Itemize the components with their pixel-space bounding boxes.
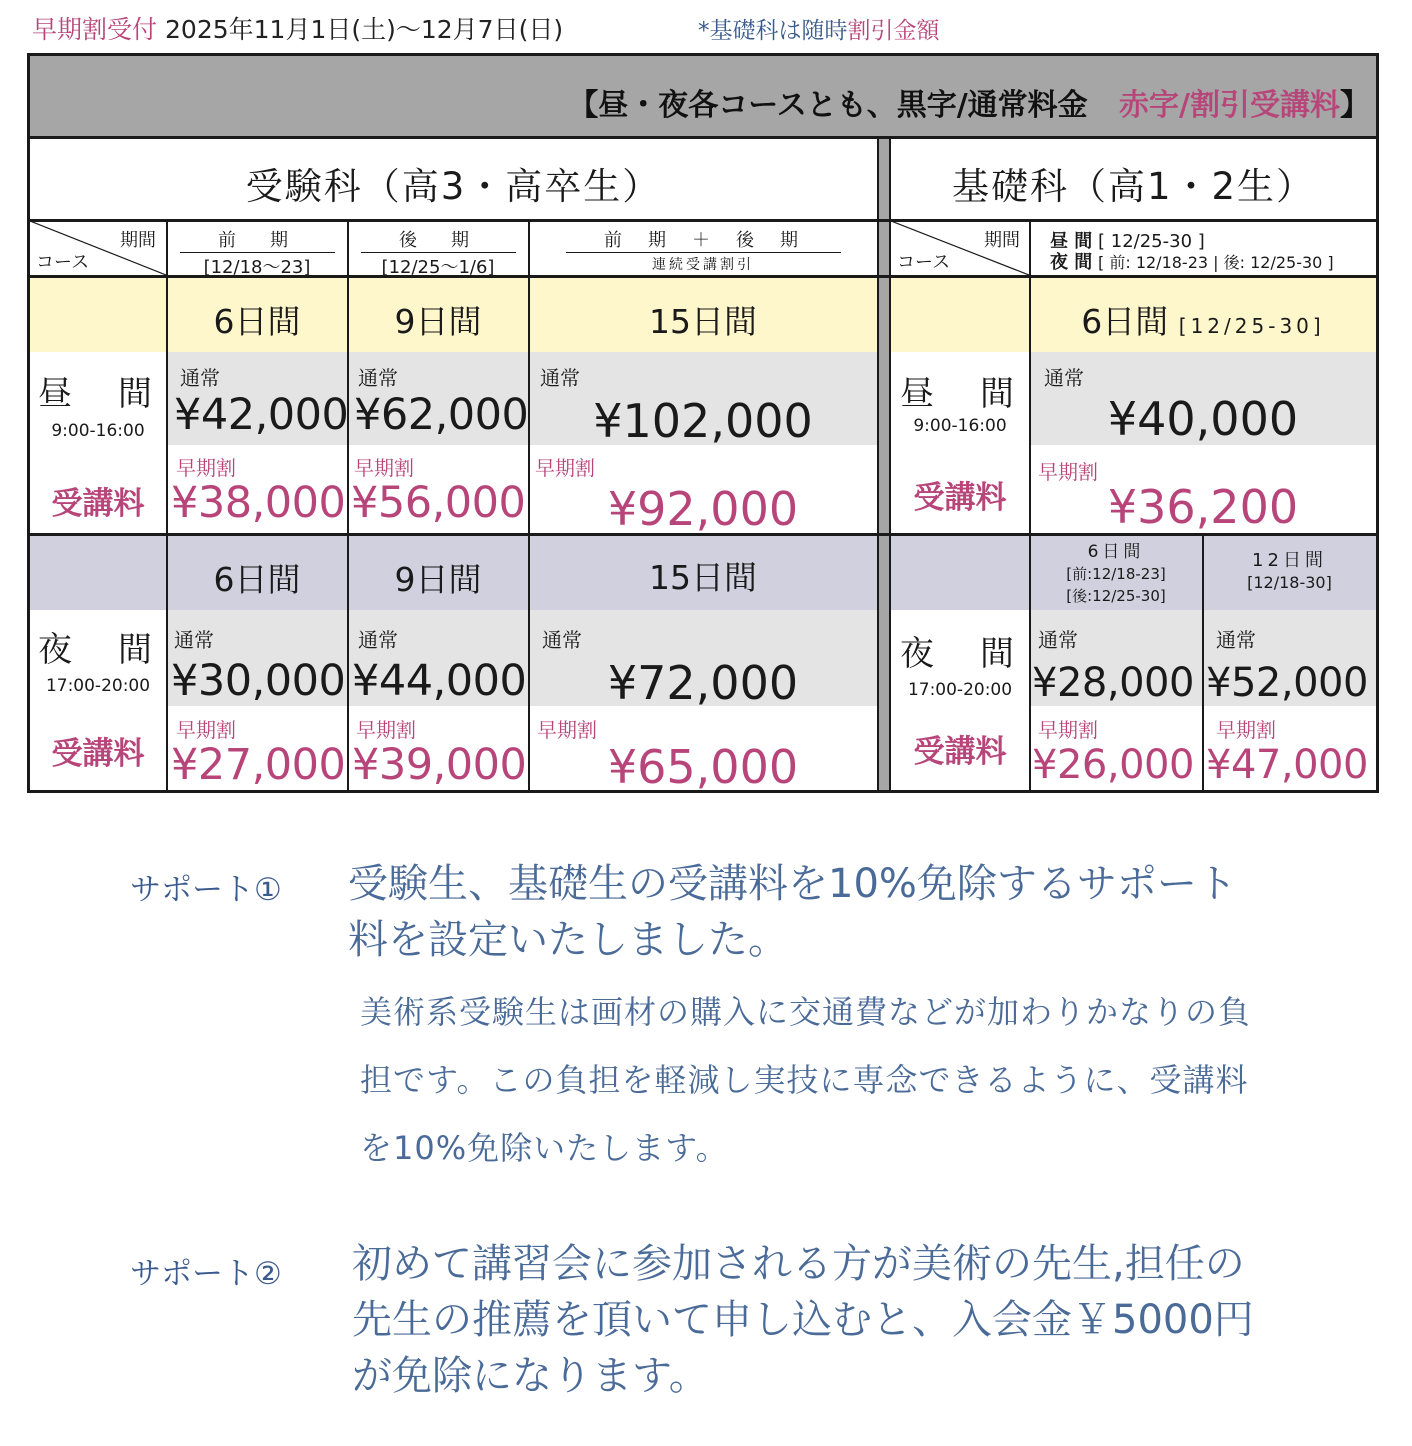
exam-period-second: 後 期 [12/25〜1/6]: [348, 226, 528, 279]
exam-day-regular-second: ¥62,000: [354, 390, 529, 440]
exam-period-combined: 前 期 ＋ 後 期 連続受講割引: [529, 226, 877, 274]
basic-day-course-time: 9:00-16:00: [913, 416, 1007, 436]
early-registration-line: [32, 10, 563, 46]
exam-day-regular-combined: ¥102,000: [593, 394, 813, 448]
basic-day-regular: ¥40,000: [1107, 392, 1299, 446]
basic-discount-note: *基礎科は随時割引金額: [698, 18, 940, 44]
basic-night-course-name: 夜 間: [900, 634, 1020, 674]
exam-day-discount-combined: ¥92,000: [607, 482, 799, 536]
regular-label: 通常: [1044, 366, 1084, 390]
support-1-text: 受験生、基礎生の受講料を10%免除するサポート料を設定いたしました。: [348, 861, 1237, 963]
basic-night-col1-head: 6日間 [前:12/18-23] [後:12/25-30]: [1066, 542, 1166, 605]
exam-night-regular-second: ¥44,000: [352, 656, 527, 706]
exam-night-course-name: 夜 間: [38, 630, 158, 670]
exam-day-regular-first: ¥42,000: [174, 390, 349, 440]
early-registration-dates: 2025年11月1日(土)〜12月7日(日): [165, 15, 564, 44]
early-label: 早期割: [356, 718, 416, 742]
exam-night-discount-combined: ¥65,000: [607, 740, 799, 794]
early-registration-label: 早期割受付: [32, 15, 158, 44]
exam-night-days-first: 6日間: [213, 560, 301, 599]
basic-night-regular-first: ¥28,000: [1032, 660, 1194, 706]
basic-period-night: 夜 間 [ 前: 12/18-23 | 後: 12/25-30 ]: [1050, 252, 1334, 273]
regular-label: 通常: [540, 366, 580, 390]
regular-label: 通常: [174, 628, 214, 652]
basic-day-course-name: 昼 間: [900, 374, 1020, 414]
exam-period-first: 前 期 [12/18〜23]: [167, 226, 347, 279]
regular-label: 通常: [358, 366, 398, 390]
basic-night-regular-second: ¥52,000: [1206, 660, 1368, 706]
basic-night-fee-label: 受講料: [913, 734, 1007, 770]
exam-night-days-combined: 15日間: [649, 558, 757, 597]
exam-night-discount-second: ¥39,000: [352, 740, 527, 790]
support-1-label: サポート①: [130, 872, 282, 908]
exam-corner-course: コース: [36, 252, 90, 273]
exam-day-days-combined: 15日間: [649, 302, 757, 341]
section-separator: [877, 139, 891, 790]
exam-day-course-name: 昼 間: [38, 374, 158, 414]
early-label: 早期割: [1038, 718, 1098, 742]
exam-day-course-time: 9:00-16:00: [51, 421, 145, 441]
regular-label: 通常: [358, 628, 398, 652]
basic-night-discount-second: ¥47,000: [1206, 742, 1368, 788]
basic-day-fee-label: 受講料: [913, 480, 1007, 516]
basic-night-course-time: 17:00-20:00: [907, 680, 1013, 700]
basic-day-days: 6日間 [12/25-30]: [1081, 302, 1325, 341]
exam-night-course-time: 17:00-20:00: [45, 676, 151, 696]
exam-day-days-second: 9日間: [394, 302, 482, 341]
basic-corner-period: 期間: [984, 230, 1020, 251]
early-label: 早期割: [176, 718, 236, 742]
exam-night-regular-first: ¥30,000: [171, 656, 346, 706]
exam-night-days-second: 9日間: [394, 560, 482, 599]
basic-night-discount-first: ¥26,000: [1032, 742, 1194, 788]
support-2-text: 初めて講習会に参加される方が美術の先生,担任の先生の推薦を頂いて申し込むと、入会金￥5000円が免除になります。: [352, 1241, 1254, 1399]
exam-corner-period: 期間: [120, 230, 156, 251]
exam-day-days-first: 6日間: [213, 302, 301, 341]
exam-section-title: 受験科（高3・高卒生）: [245, 165, 662, 208]
early-label: 早期割: [535, 456, 595, 480]
basic-day-discount: ¥36,200: [1107, 480, 1299, 534]
support-2-label: サポート②: [130, 1256, 282, 1292]
exam-day-discount-first: ¥38,000: [171, 478, 346, 528]
regular-label: 通常: [180, 366, 220, 390]
grid-line: [30, 219, 1376, 222]
exam-day-discount-second: ¥56,000: [351, 478, 526, 528]
early-label: 早期割: [354, 456, 414, 480]
price-legend: 【昼・夜各コースとも、黒字/通常料金 赤字/割引受講料】: [568, 88, 1370, 123]
basic-section-title: 基礎科（高1・2生）: [951, 165, 1316, 208]
regular-label: 通常: [542, 628, 582, 652]
basic-corner-course: コース: [897, 252, 951, 273]
basic-period-day: 昼 間 [ 12/25-30 ]: [1050, 231, 1205, 252]
regular-label: 通常: [1038, 628, 1078, 652]
basic-night-col2-head: 12日間 [12/18-30]: [1247, 550, 1332, 592]
early-label: 早期割: [537, 718, 597, 742]
exam-night-fee-label: 受講料: [51, 736, 145, 772]
early-label: 早期割: [176, 456, 236, 480]
exam-night-regular-combined: ¥72,000: [607, 656, 799, 710]
support-1-detail: 美術系受験生は画材の購入に交通費などが加わりかなりの負担です。この負担を軽減し実技に専念できるように、受講料を10%免除いたします。: [360, 993, 1252, 1167]
exam-night-discount-first: ¥27,000: [171, 740, 346, 790]
grid-line: [347, 277, 349, 790]
early-label: 早期割: [1038, 460, 1098, 484]
regular-label: 通常: [1216, 628, 1256, 652]
early-label: 早期割: [1216, 718, 1276, 742]
exam-day-fee-label: 受講料: [51, 486, 145, 522]
